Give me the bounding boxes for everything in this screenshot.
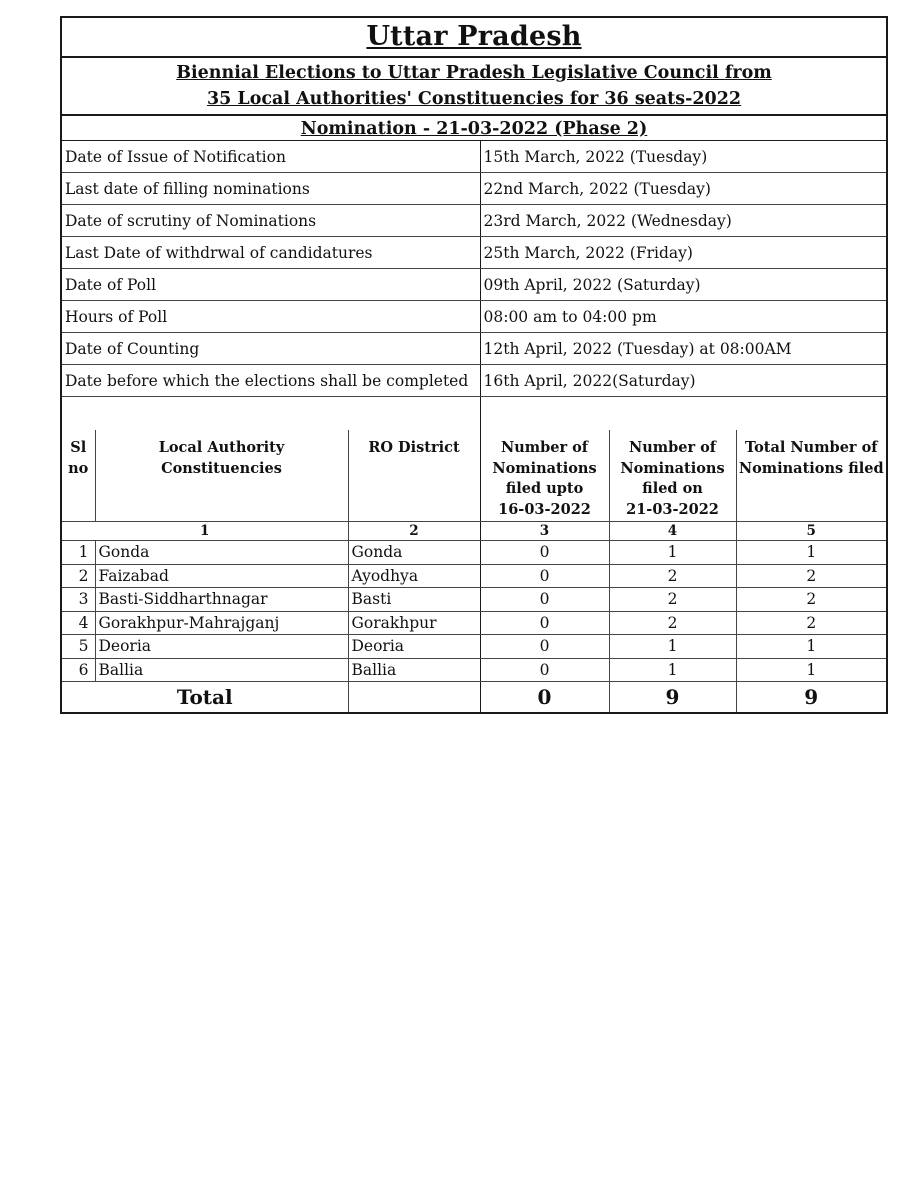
header-upto-line3: filed upto	[505, 480, 584, 497]
row-district: Ayodhya	[348, 564, 480, 588]
row-on: 1	[609, 635, 736, 659]
row-on: 1	[609, 541, 736, 565]
column-index: 5	[736, 522, 886, 541]
header-constituency-line1: Local Authority	[158, 439, 285, 456]
page-title: Uttar Pradesh	[366, 21, 582, 52]
header-upto-line1: Number of	[500, 439, 589, 456]
schedule-label: Hours of Poll	[62, 301, 480, 333]
schedule-label: Date of scrutiny of Nominations	[62, 205, 480, 237]
column-index: 3	[480, 522, 609, 541]
subtitle-row	[62, 58, 886, 116]
totals-district-blank	[348, 682, 480, 713]
row-upto: 0	[480, 541, 609, 565]
header-nominations-on	[609, 430, 736, 522]
header-ro-district	[348, 430, 480, 522]
title-row	[62, 18, 886, 58]
row-total: 1	[736, 541, 886, 565]
schedule-row	[62, 365, 886, 397]
totals-on: 9	[609, 682, 736, 713]
header-upto-line4: 16-03-2022	[498, 500, 591, 518]
schedule-row	[62, 301, 886, 333]
schedule-label: Last date of filling nominations	[62, 173, 480, 205]
header-sl-line1: Sl	[70, 439, 87, 456]
row-on: 2	[609, 564, 736, 588]
schedule-label: Date of Poll	[62, 269, 480, 301]
row-sl: 6	[62, 658, 95, 682]
schedule-label: Date of Counting	[62, 333, 480, 365]
row-constituency: Ballia	[95, 658, 348, 682]
phase-row	[62, 116, 886, 141]
header-upto-line2: Nominations	[492, 459, 597, 477]
schedule-value: 09th April, 2022 (Saturday)	[480, 269, 886, 301]
totals-row	[62, 682, 886, 713]
row-constituency: Gonda	[95, 541, 348, 565]
row-on: 1	[609, 658, 736, 682]
spacer-cell	[480, 397, 886, 431]
row-constituency: Basti-Siddharthnagar	[95, 588, 348, 612]
row-upto: 0	[480, 658, 609, 682]
row-upto: 0	[480, 611, 609, 635]
table-row	[62, 658, 886, 682]
column-index: 4	[609, 522, 736, 541]
row-upto: 0	[480, 635, 609, 659]
header-ro-district-label: RO District	[368, 439, 460, 456]
header-constituency-line2: Constituencies	[161, 459, 282, 477]
subtitle-line-2: 35 Local Authorities' Constituencies for 36 seats-2022	[206, 89, 742, 109]
totals-upto: 0	[480, 682, 609, 713]
row-sl: 4	[62, 611, 95, 635]
table-row	[62, 541, 886, 565]
schedule-row	[62, 269, 886, 301]
header-total-line1: Total Number of	[744, 439, 878, 456]
schedule-row	[62, 237, 886, 269]
header-total-nominations	[736, 430, 886, 522]
row-on: 2	[609, 611, 736, 635]
row-on: 2	[609, 588, 736, 612]
schedule-value: 23rd March, 2022 (Wednesday)	[480, 205, 886, 237]
schedule-label: Date before which the elections shall be completed	[62, 365, 480, 397]
schedule-table	[62, 141, 886, 430]
row-district: Gonda	[348, 541, 480, 565]
schedule-value: 12th April, 2022 (Tuesday) at 08:00AM	[480, 333, 886, 365]
schedule-value: 22nd March, 2022 (Tuesday)	[480, 173, 886, 205]
row-total: 2	[736, 611, 886, 635]
row-total: 1	[736, 635, 886, 659]
row-district: Ballia	[348, 658, 480, 682]
header-on-line1: Number of	[628, 439, 717, 456]
schedule-value: 16th April, 2022(Saturday)	[480, 365, 886, 397]
row-district: Deoria	[348, 635, 480, 659]
row-district: Gorakhpur	[348, 611, 480, 635]
row-sl: 1	[62, 541, 95, 565]
spacer-row	[62, 397, 886, 431]
schedule-row	[62, 333, 886, 365]
header-on-line4: 21-03-2022	[626, 500, 719, 518]
table-row	[62, 564, 886, 588]
phase-heading: Nomination - 21-03-2022 (Phase 2)	[300, 119, 648, 139]
column-index-row	[62, 522, 886, 541]
schedule-row	[62, 173, 886, 205]
header-on-line2: Nominations	[620, 459, 725, 477]
row-constituency: Gorakhpur-Mahrajganj	[95, 611, 348, 635]
schedule-row	[62, 141, 886, 173]
header-on-line3: filed on	[642, 480, 703, 497]
header-constituency	[95, 430, 348, 522]
spacer-cell	[62, 397, 480, 431]
row-district: Basti	[348, 588, 480, 612]
header-sl	[62, 430, 95, 522]
row-upto: 0	[480, 564, 609, 588]
row-sl: 2	[62, 564, 95, 588]
schedule-value: 25th March, 2022 (Friday)	[480, 237, 886, 269]
schedule-value: 08:00 am to 04:00 pm	[480, 301, 886, 333]
row-sl: 5	[62, 635, 95, 659]
column-index: 1	[62, 522, 348, 541]
schedule-value: 15th March, 2022 (Tuesday)	[480, 141, 886, 173]
row-upto: 0	[480, 588, 609, 612]
schedule-row	[62, 205, 886, 237]
row-total: 1	[736, 658, 886, 682]
nominations-table	[62, 430, 886, 712]
table-row	[62, 588, 886, 612]
row-total: 2	[736, 588, 886, 612]
schedule-label: Date of Issue of Notification	[62, 141, 480, 173]
header-nominations-upto	[480, 430, 609, 522]
table-header-row	[62, 430, 886, 522]
header-total-line2: Nominations filed	[738, 459, 884, 477]
election-schedule-sheet	[60, 16, 888, 714]
totals-label: Total	[62, 682, 348, 713]
schedule-label: Last Date of withdrwal of candidatures	[62, 237, 480, 269]
header-sl-line2: no	[68, 459, 89, 477]
row-sl: 3	[62, 588, 95, 612]
row-total: 2	[736, 564, 886, 588]
column-index: 2	[348, 522, 480, 541]
row-constituency: Deoria	[95, 635, 348, 659]
totals-total: 9	[736, 682, 886, 713]
row-constituency: Faizabad	[95, 564, 348, 588]
table-row	[62, 635, 886, 659]
table-row	[62, 611, 886, 635]
subtitle-line-1: Biennial Elections to Uttar Pradesh Legislative Council from	[176, 63, 772, 83]
